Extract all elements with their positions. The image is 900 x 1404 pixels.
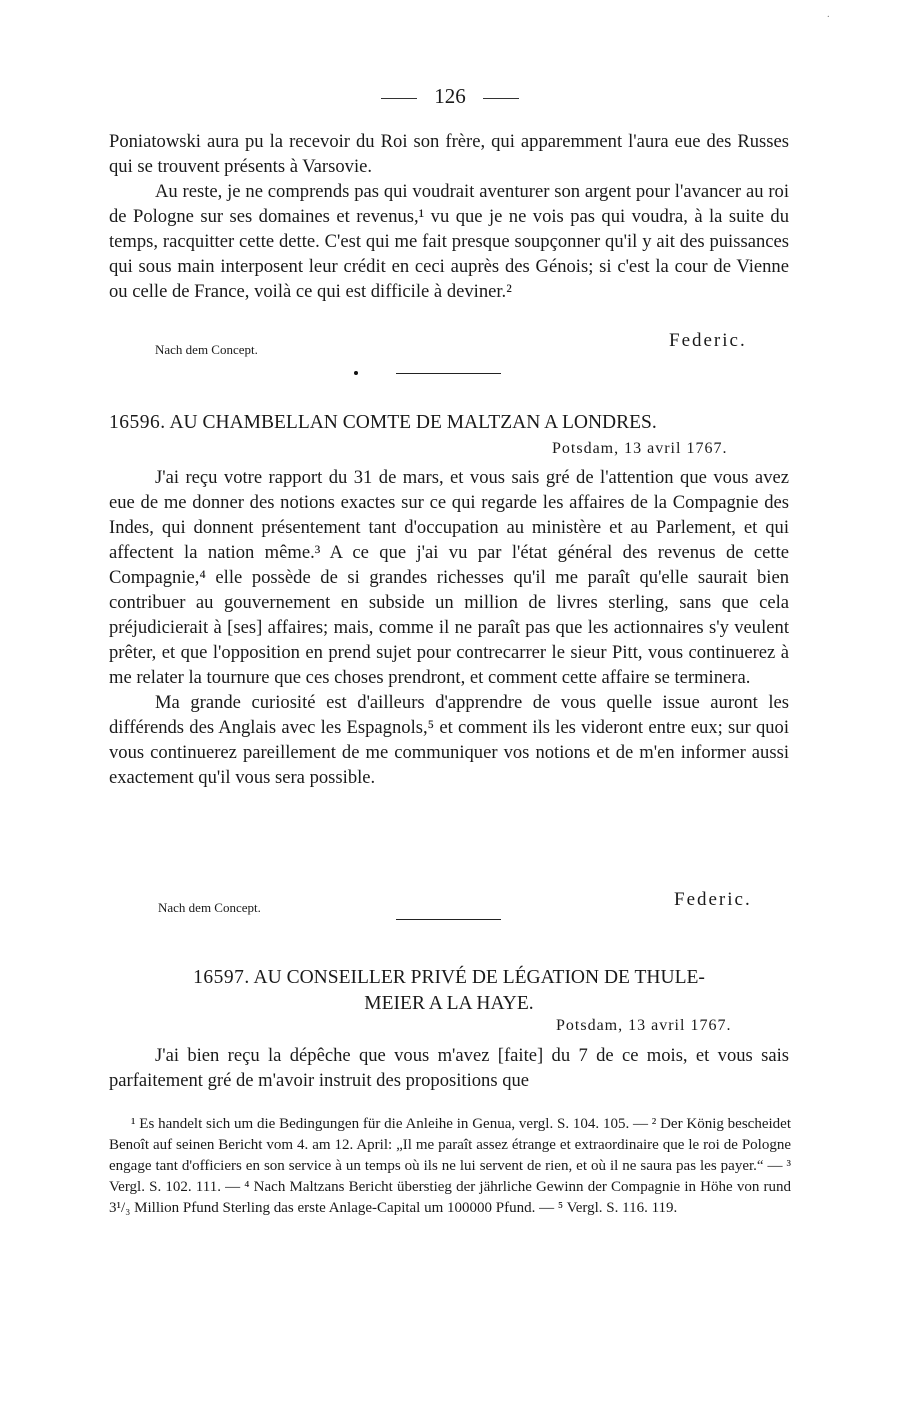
source-note: Nach dem Concept. [155,342,258,357]
paragraph: Ma grande curiosité est d'ailleurs d'apprendre de vous quelle issue auront les différends des Anglais avec les Espagnols,⁵ et comment ils les videront entre eux; sur quoi vous continuerez pareillement de me communiquer vos notions et de m'en informer aussi exactement qu'il vous sera possible. [109,692,789,788]
dateline: Potsdam, 13 avril 1767. [556,1017,732,1034]
letter-heading-line [109,965,789,991]
paragraph: J'ai bien reçu la dépêche que vous m'avez [faite] du 7 de ce mois, et vous sais parfaitement gré de m'avoir instruit des propositions que [109,1045,789,1091]
separator-dot [354,371,358,375]
dateline: Potsdam, 13 avril 1767. [552,440,728,457]
header-dash-right [483,98,519,99]
letter-body [109,1043,789,1093]
letter-body [109,465,789,790]
header-dash-left [381,98,417,99]
letter-number: 16596. [109,412,166,433]
prev-letter-body [109,129,789,304]
letter-heading-line: MEIER A LA HAYE. [364,993,534,1014]
page-header [0,84,900,109]
signature: Federic. [674,889,752,910]
separator-rule [396,919,501,920]
paragraph: J'ai reçu votre rapport du 31 de mars, et vous sais gré de l'attention que vous avez eue de me donner des notions exactes sur ce qui regarde les affaires de la Compagnie des Indes, qui donnent présentement tant d'occupation au ministère et au Parlement, et qui affectent la nation même.³ A ce que j'ai vu par l'état général des revenus de cette Compagnie,⁴ elle possède de si grandes richesses qu'il me paraît qu'elle saurait bien contribuer au gouvernement en subside un million de livres sterling, sans que cela préjudicierait à [ses] affaires; mais, comme il ne paraît pas que les actionnaires s'y veulent prêter, et que l'opposition en prend sujet pour contrecarrer le sieur Pitt, vous continuerez à me relater la tournure que ces choses prendront, et comment cette affaire se terminera. [109,467,789,688]
page-number: 126 [434,84,466,108]
paragraph: Au reste, je ne comprends pas qui voudrait aventurer son argent pour l'avancer au roi de Pologne sur ses domaines et revenus,¹ vu que je ne vois pas qui voudra, à la suite du temps, racquitter cette dette. C'est qui me fait presque soupçonner qu'il y ait des puissances qui sous main interposent leur crédit en ceci auprès des Génois; si c'est la cour de Vienne ou celle de France, voilà ce qui est difficile à deviner.² [109,181,789,302]
source-note: Nach dem Concept. [158,900,261,915]
letter-title: AU CONSEILLER PRIVÉ DE LÉGATION DE THULE- [253,967,705,988]
footnotes [109,1114,791,1219]
letter-title: AU CHAMBELLAN COMTE DE MALTZAN A LONDRES. [169,412,657,433]
letter-number: 16597. [193,967,250,988]
letter-heading [109,410,789,436]
paragraph: Poniatowski aura pu la recevoir du Roi son frère, qui apparemment l'aura eue des Russes qui se trouvent présents à Varsovie. [109,131,789,177]
letter-heading [109,965,789,1017]
signature: Federic. [669,330,747,351]
separator-rule [396,373,501,374]
margin-mark: · [826,12,830,23]
footnote-text: ¹ Es handelt sich um die Bedingungen für die Anleihe in Genua, vergl. S. 104. 105. — ² Der König bescheidet Benoît auf seinen Bericht vom 4. am 12. April: „Il me paraît assez étrange et extraordinaire que le roi de Pologne engage tant d'officiers en son service à un temps où ils ne lui servent de rien, et où il ne saura pas les payer.“ — ³ Vergl. S. 102. 111. — ⁴ Nach Maltzans Bericht überstieg der jährliche Gewinn der Compagnie in Höhe von rund 3¹/₃ Million Pfund Sterling das erste Anlage-Capital um 100000 Pfund. — ⁵ Vergl. S. 116. 119. [109,1116,791,1216]
